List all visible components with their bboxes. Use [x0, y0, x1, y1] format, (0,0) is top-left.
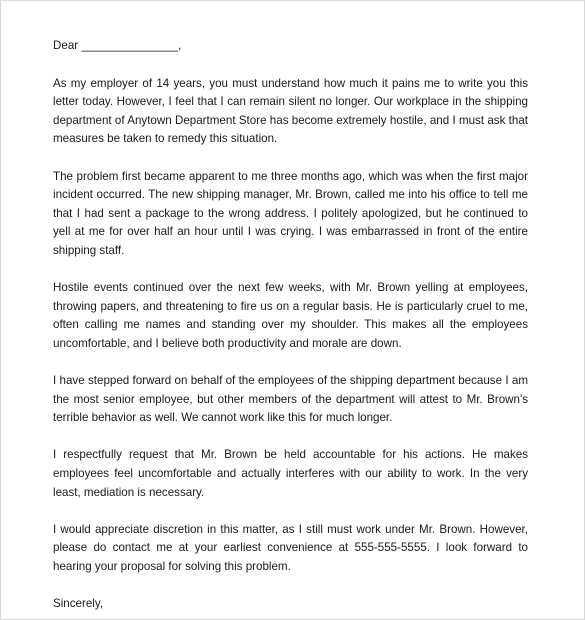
paragraph-discretion: I would appreciate discretion in this matter, as I still must work under Mr. Brown. However, please do contact me at your earliest convenience at 555-555-5555. I look forward to hearing your proposal for solving this problem. — [53, 522, 528, 574]
closing: Sincerely, — [53, 597, 104, 611]
salutation: Dear _______________, — [53, 39, 182, 52]
letter-body — [53, 37, 528, 614]
paragraph-first-incident: The problem first became apparent to me three months ago, which was when the first major incident occurred. The new shipping manager, Mr. Brown, called me into his office to tell me that I had sent a package to the wrong address. I politely apologized, but he continued to yell at me for over half an hour until I was crying. I was embarrassed in front of the entire shipping staff. — [53, 169, 528, 257]
paragraph-hostile-events: Hostile events continued over the next few weeks, with Mr. Brown yelling at employees, throwing papers, and threatening to fire us on a regular basis. He is particularly cruel to me, often calling me names and standing over my shoulder. This makes all the employees uncomfortable, and I believe both productivity and morale are down. — [53, 281, 528, 350]
paragraph-request: I respectfully request that Mr. Brown be held accountable for his actions. He makes employees feel uncomfortable and actually interferes with our ability to work. In the very least, mediation is necessary. — [53, 448, 528, 499]
paragraph-intro: As my employer of 14 years, you must understand how much it pains me to write you this letter today. However, I feel that I can remain silent no longer. Our workplace in the shipping department of Anytown Department Store has become extremely hostile, and I must ask that measures be taken to remedy this situation. — [53, 76, 528, 146]
paragraph-senior-employee: I have stepped forward on behalf of the employees of the shipping department because I am the most senior employee, but other members of the department will attest to Mr. Brown's terrible behavior as well. We cannot work like this for much longer. — [53, 374, 528, 425]
